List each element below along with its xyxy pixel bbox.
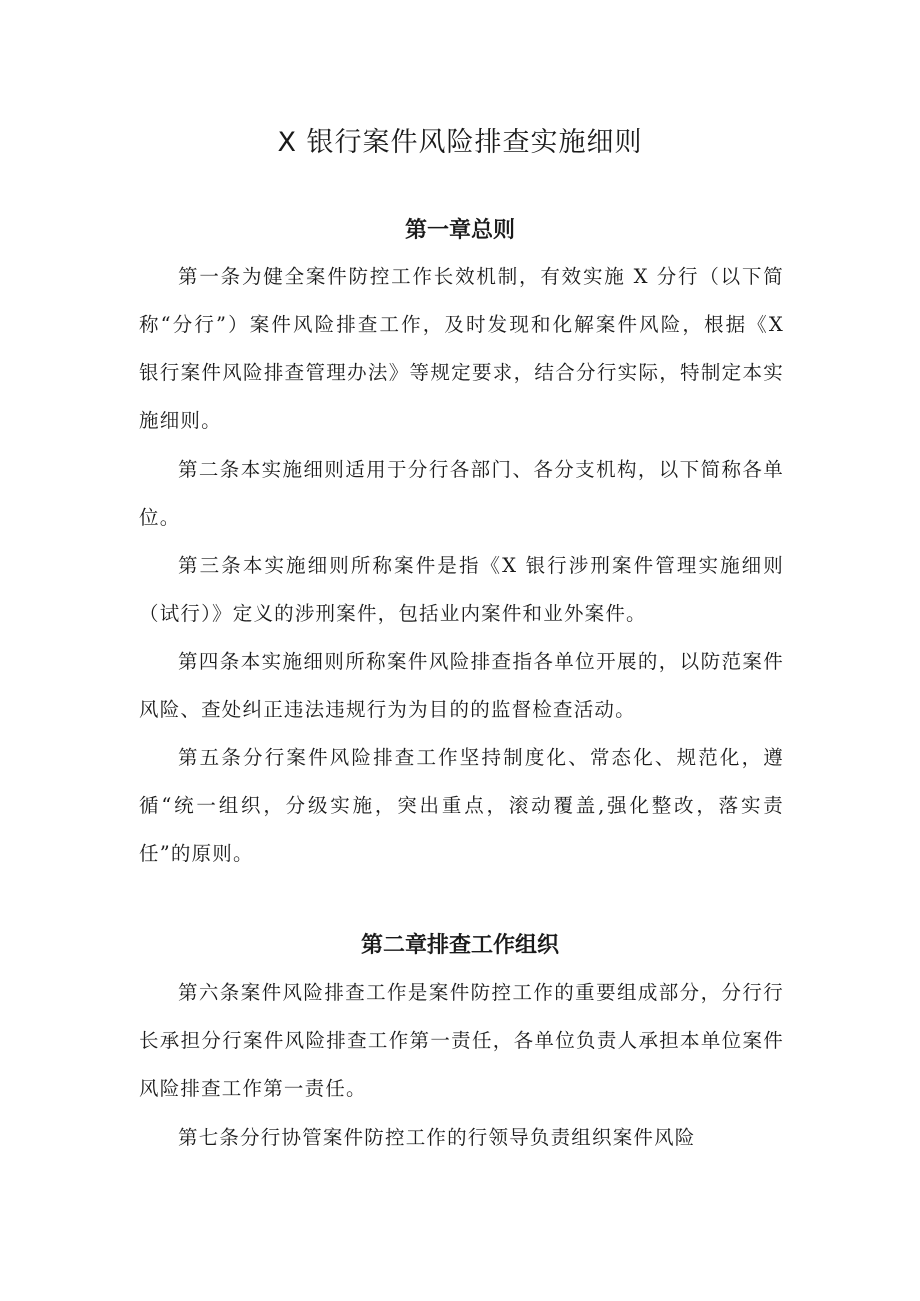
chapter-1-heading: 第一章总则 <box>404 218 515 243</box>
article-4: 第四条本实施细则所称案件风险排查指各单位开展的，以防范案件风险、查处纠正违法违规行为为目的的监督检查活动。 <box>139 650 784 721</box>
article-1: 第一条为健全案件防控工作长效机制，有效实施 X 分行（以下简称“分行”）案件风险排查工作，及时发现和化解案件风险，根据《X 银行案件风险排查管理办法》等规定要求，结合分行实际，特制定本实施细则。 <box>139 265 784 432</box>
article-3: 第三条本实施细则所称案件是指《X 银行涉刑案件管理实施细则（试行）》定义的涉刑案件，包括业内案件和业外案件。 <box>139 554 784 625</box>
article-5: 第五条分行案件风险排查工作坚持制度化、常态化、规范化，遵循“统一组织，分级实施，突出重点，滚动覆盖,强化整改，落实责任”的原则。 <box>139 746 784 865</box>
article-2: 第二条本实施细则适用于分行各部门、各分支机构，以下简称各单位。 <box>139 458 784 529</box>
article-7: 第七条分行协管案件防控工作的行领导负责组织案件风险 <box>178 1126 696 1149</box>
chapter-2-heading: 第二章排查工作组织 <box>360 933 559 958</box>
document-title: X 银行案件风险排查实施细则 <box>277 127 643 158</box>
article-6: 第六条案件风险排查工作是案件防控工作的重要组成部分，分行行长承担分行案件风险排查工作第一责任，各单位负责人承担本单位案件风险排查工作第一责任。 <box>139 981 784 1100</box>
